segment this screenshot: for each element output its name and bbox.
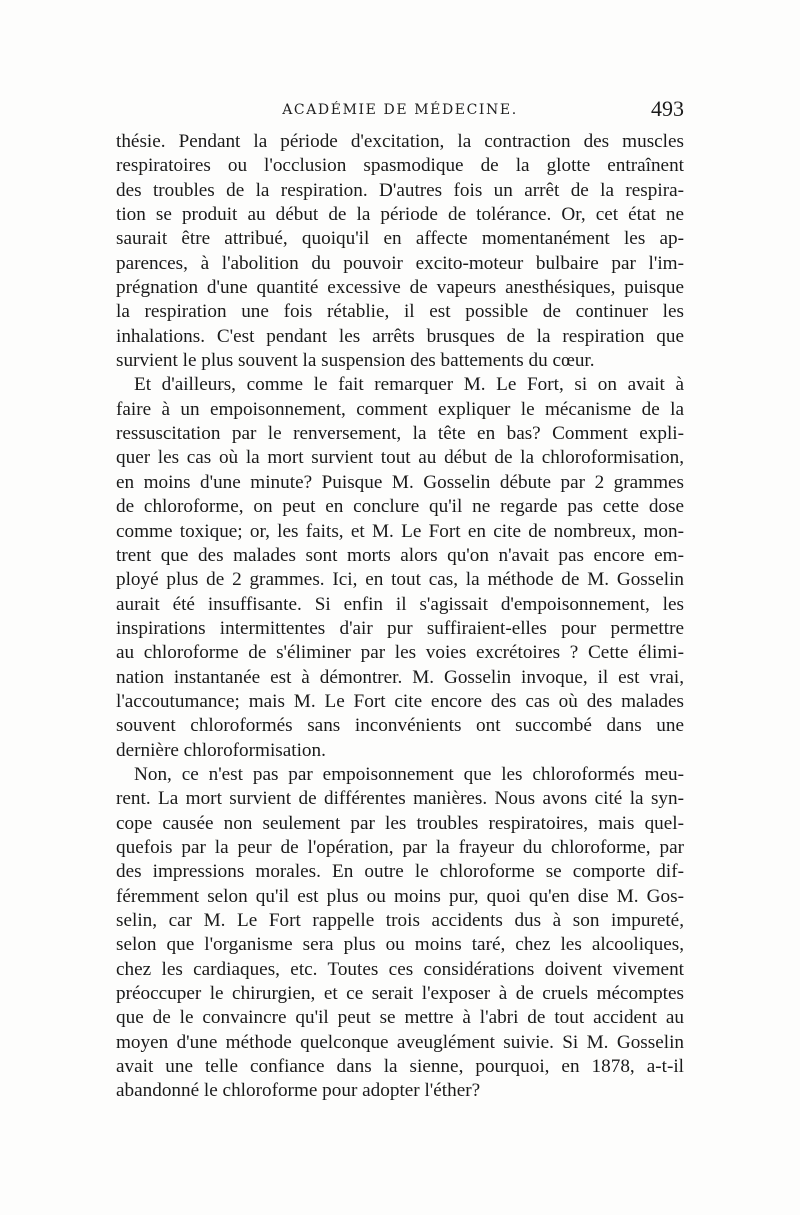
text-line: avait une telle confiance dans la sienne, pourquoi, en 1878, a-t-il xyxy=(116,1056,684,1078)
text-line: abandonné le chloroforme pour adopter l'éther? xyxy=(116,1080,481,1102)
text-line: la respiration une fois rétablie, il est possible de continuer les xyxy=(116,301,684,323)
text-line: ressuscitation par le renversement, la tête en bas? Comment expli- xyxy=(116,423,684,445)
text-line: moyen d'une méthode quelconque aveuglément suivie. Si M. Gosselin xyxy=(116,1031,684,1053)
text-line: rent. La mort survient de différentes manières. Nous avons cité la syn- xyxy=(116,788,684,810)
text-line: Et d'ailleurs, comme le fait remarquer M. Le Fort, si on avait à xyxy=(134,374,684,396)
text-line: féremment selon qu'il est plus ou moins pur, quoi qu'en dise M. Gos- xyxy=(116,885,684,907)
text-line: respiratoires ou l'occlusion spasmodique de la glotte entraînent xyxy=(116,155,684,177)
text-line: de chloroforme, on peut en conclure qu'il ne regarde pas cette dose xyxy=(116,496,684,518)
paragraph xyxy=(116,763,684,1104)
text-line: l'accoutumance; mais M. Le Fort cite encore des cas où des malades xyxy=(116,690,684,712)
text-line: nation instantanée est à démontrer. M. Gosselin invoque, il est vrai, xyxy=(116,666,684,688)
text-line: ployé plus de 2 grammes. Ici, en tout cas, la méthode de M. Gosselin xyxy=(116,569,684,591)
text-line: que de le convaincre qu'il peut se mettre à l'abri de tout accident au xyxy=(116,1007,684,1029)
text-line: quefois par la peur de l'opération, par la frayeur du chloroforme, par xyxy=(116,836,684,858)
text-line: saurait être attribué, quoiqu'il en affecte momentanément les ap- xyxy=(116,228,684,250)
text-line: prégnation d'une quantité excessive de vapeurs anesthésiques, puisque xyxy=(116,277,684,299)
page-number: 493 xyxy=(651,96,684,121)
text-line: faire à un empoisonnement, comment expliquer le mécanisme de la xyxy=(116,398,684,420)
paragraph xyxy=(116,373,684,763)
text-line: en moins d'une minute? Puisque M. Gosselin débute par 2 grammes xyxy=(116,471,684,493)
text-line: chez les cardiaques, etc. Toutes ces considérations doivent vivement xyxy=(116,958,684,980)
text-line: au chloroforme de s'éliminer par les voies excrétoires ? Cette élimi- xyxy=(116,642,684,664)
text-line: inhalations. C'est pendant les arrêts brusques de la respiration que xyxy=(116,325,684,347)
text-line: souvent chloroformés sans inconvénients ont succombé dans une xyxy=(116,715,684,737)
text-line: cope causée non seulement par les troubles respiratoires, mais quel- xyxy=(116,812,684,834)
text-line: quer les cas où la mort survient tout au début de la chloroformisation, xyxy=(116,447,684,469)
text-line: selon que l'organisme sera plus ou moins taré, chez les alcooliques, xyxy=(116,934,684,956)
text-line: selin, car M. Le Fort rappelle trois accidents dus à son impureté, xyxy=(116,910,684,931)
text-line: trent que des malades sont morts alors qu'on n'avait pas encore em- xyxy=(116,544,684,566)
text-line: aurait été insuffisante. Si enfin il s'agissait d'empoisonnement, les xyxy=(116,593,684,615)
text-line: tion se produit au début de la période de tolérance. Or, cet état ne xyxy=(116,204,684,226)
text-line: comme toxique; or, les faits, et M. Le Fort en cite de nombreux, mon- xyxy=(116,520,684,542)
text-line: dernière chloroformisation. xyxy=(116,739,326,761)
text-line: survient le plus souvent la suspension des battements du cœur. xyxy=(116,350,595,372)
text-line: Non, ce n'est pas par empoisonnement que les chloroformés meu- xyxy=(134,763,684,785)
text-line: thésie. Pendant la période d'excitation, la contraction des muscles xyxy=(116,131,684,152)
paragraph xyxy=(116,130,684,373)
text-line: des impressions morales. En outre le chloroforme se comporte dif- xyxy=(116,861,684,883)
text-line: préoccuper le chirurgien, et ce serait l'exposer à de cruels mécomptes xyxy=(116,983,684,1005)
text-line: des troubles de la respiration. D'autres fois un arrêt de la respira- xyxy=(116,179,684,201)
text-body xyxy=(116,130,684,1104)
page-header xyxy=(116,96,684,126)
text-line: inspirations intermittentes d'air pur suffiraient-elles pour permettre xyxy=(116,617,684,639)
running-head: ACADÉMIE DE MÉDECINE. xyxy=(282,102,518,118)
text-line: parences, à l'abolition du pouvoir excito-moteur bulbaire par l'im- xyxy=(116,252,684,274)
